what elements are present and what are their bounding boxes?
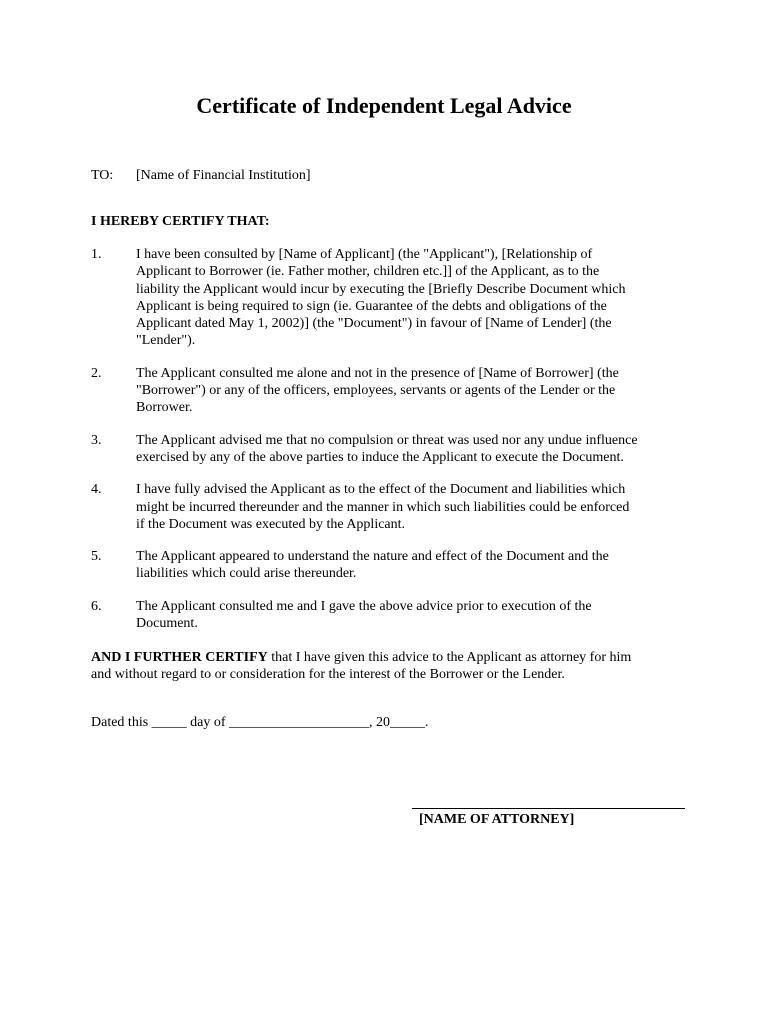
further-certify-paragraph xyxy=(91,649,681,684)
list-item xyxy=(91,365,681,417)
list-item-number: 3. xyxy=(91,432,102,448)
list-item-line: The Applicant consulted me alone and not in the presence of [Name of Borrower] (the xyxy=(136,365,619,381)
list-item xyxy=(91,432,681,467)
list-item-number: 5. xyxy=(91,549,102,565)
list-item-line: Applicant is being required to sign (ie. Guarantee of the debts and obligations of the xyxy=(136,298,607,314)
list-item xyxy=(91,246,681,350)
list-item-line: The Applicant appeared to understand the nature and effect of the Document and the xyxy=(136,549,609,565)
further-certify-bold: AND I FURTHER CERTIFY xyxy=(91,650,268,665)
certify-heading: I HEREBY CERTIFY THAT: xyxy=(91,214,270,229)
list-item-number: 6. xyxy=(91,598,102,614)
list-item-number: 1. xyxy=(91,247,102,262)
to-label: TO: xyxy=(91,168,114,183)
list-item-text xyxy=(136,598,681,633)
list-item-text xyxy=(136,481,681,533)
list-item-line: Document. xyxy=(136,616,198,632)
list-item-line: might be incurred thereunder and the manner in which such liabilities could be enforced xyxy=(136,499,630,515)
list-item xyxy=(91,598,681,633)
list-item-number: 2. xyxy=(91,365,102,381)
signature-line xyxy=(412,808,685,809)
further-certify-text: that I have given this advice to the Applicant as attorney for him xyxy=(267,650,632,665)
list-item-line: Applicant dated May 1, 2002)] (the "Document") in favour of [Name of Lender] (the xyxy=(136,316,612,332)
list-item-line: Borrower. xyxy=(136,400,193,416)
list-item-text xyxy=(136,365,681,417)
list-item-line: "Borrower") or any of the officers, employees, servants or agents of the Lender or the xyxy=(136,383,616,399)
list-item-line: liability the Applicant would incur by executing the [Briefly Describe Document which xyxy=(136,281,626,297)
further-certify-line-1 xyxy=(91,649,681,666)
list-item-line: liabilities which could arise thereunder. xyxy=(136,566,357,582)
document-title: Certificate of Independent Legal Advice xyxy=(196,93,572,118)
list-item-line: I have been consulted by [Name of Applicant] (the "Applicant"), [Relationship of xyxy=(136,247,593,262)
list-item-line: I have fully advised the Applicant as to the effect of the Document and liabilities which xyxy=(136,482,626,498)
list-item-text xyxy=(136,432,681,467)
list-item-line: The Applicant advised me that no compulsion or threat was used nor any undue influence xyxy=(136,432,638,448)
list-item-line: Applicant to Borrower (ie. Father mother, children etc.]] of the Applicant, as to the xyxy=(136,264,600,280)
list-item-number: 4. xyxy=(91,482,102,498)
list-item-line: if the Document was executed by the Applicant. xyxy=(136,516,406,532)
list-item xyxy=(91,548,681,583)
list-item-line: exercised by any of the above parties to induce the Applicant to execute the Document. xyxy=(136,449,624,465)
list-item-text xyxy=(136,548,681,583)
attorney-name: [NAME OF ATTORNEY] xyxy=(419,812,575,827)
list-item xyxy=(91,481,681,533)
certification-list xyxy=(91,246,681,647)
further-certify-line-2: and without regard to or consideration for the interest of the Borrower or the Lender. xyxy=(91,667,565,683)
to-recipient: [Name of Financial Institution] xyxy=(136,168,311,183)
dated-line: Dated this _____ day of ____________________, 20_____. xyxy=(91,715,429,730)
list-item-line: The Applicant consulted me and I gave the above advice prior to execution of the xyxy=(136,598,592,614)
list-item-line: "Lender"). xyxy=(136,333,196,349)
list-item-text xyxy=(136,246,681,350)
